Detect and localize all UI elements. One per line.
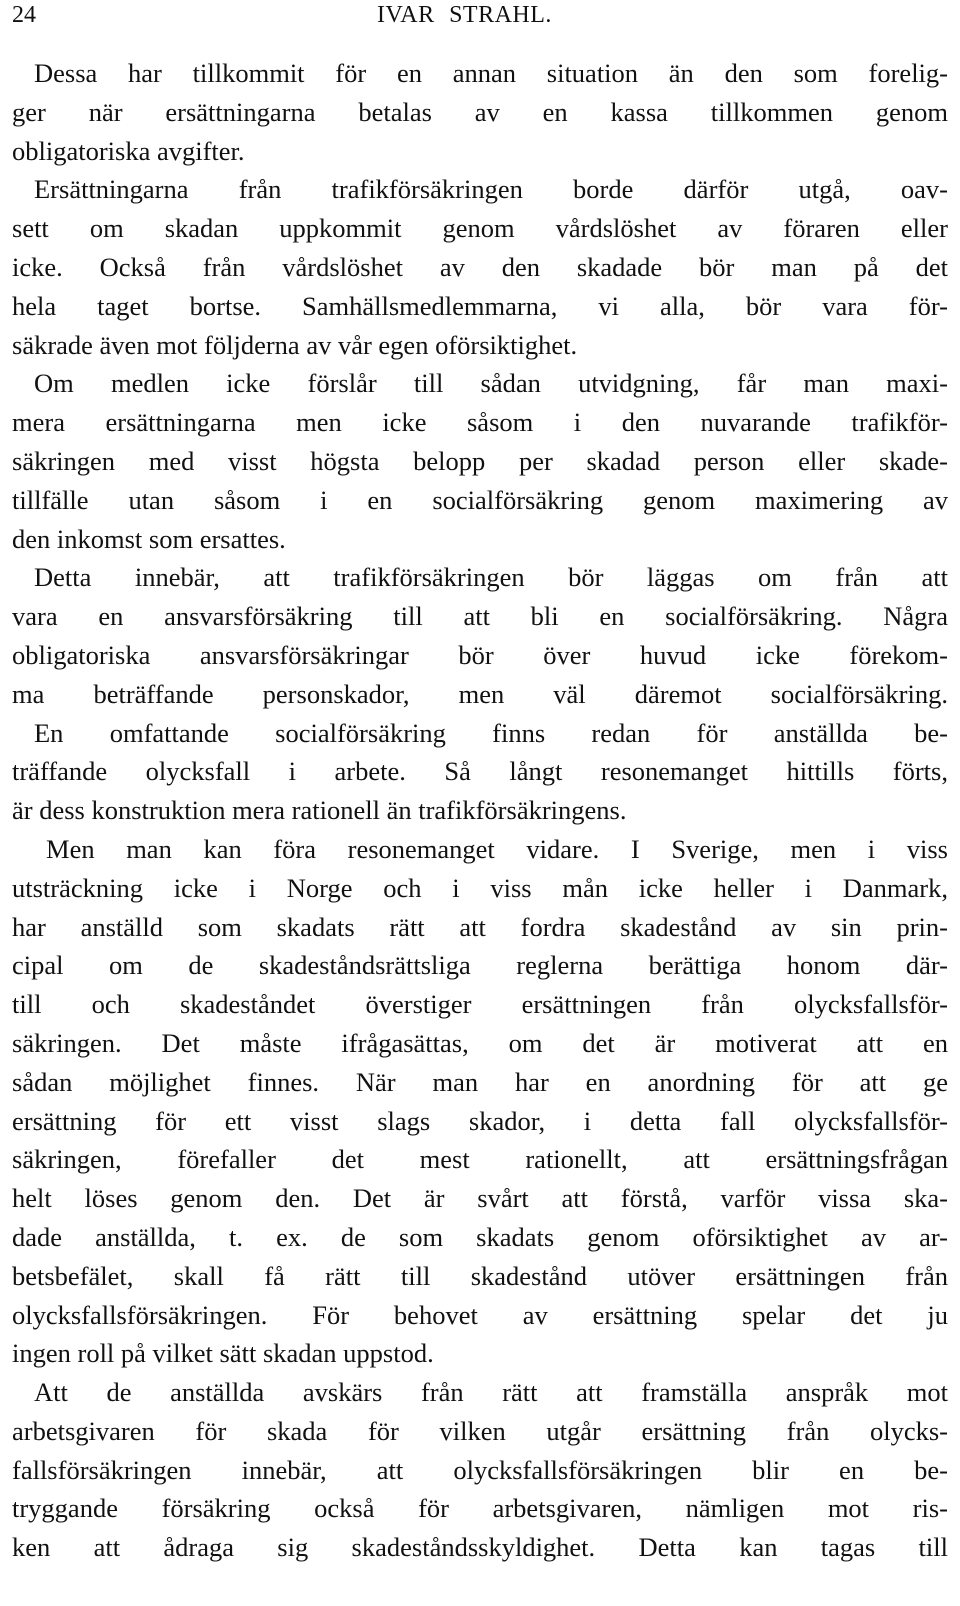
text-line: hela taget bortse. Samhällsmedlemmarna, vi alla, bör vara för- — [12, 290, 948, 321]
text-line: Detta innebär, att trafikförsäkringen bör läggas om från att — [34, 562, 948, 593]
text-line: olycksfallsförsäkringen. För behovet av ersättning spelar det ju — [12, 1299, 948, 1330]
text-line: är dess konstruktion mera rationell än trafikförsäkringens. — [12, 795, 627, 826]
text-line: fallsförsäkringen innebär, att olycksfallsförsäkringen blir en be- — [12, 1454, 948, 1485]
text-line: En omfattande socialförsäkring finns redan för anställda be- — [34, 717, 948, 748]
text-line: tryggande försäkring också för arbetsgivaren, nämligen mot ris- — [12, 1493, 948, 1524]
text-line: betsbefälet, skall få rätt till skadestånd utöver ersättningen från — [12, 1260, 948, 1291]
text-line: ersättning för ett visst slags skador, i detta fall olycksfallsför- — [12, 1105, 948, 1136]
text-line: Men man kan föra resonemanget vidare. I Sverige, men i viss — [46, 833, 948, 864]
text-line: sett om skadan uppkommit genom vårdslöshet av föraren eller — [12, 213, 948, 244]
page-header — [12, 0, 948, 30]
text-line: säkrade även mot följderna av vår egen oförsiktighet. — [12, 329, 578, 360]
text-line: Dessa har tillkommit för en annan situation än den som forelig- — [34, 58, 948, 88]
text-line: Ersättningarna från trafikförsäkringen borde därför utgå, oav- — [34, 174, 948, 205]
text-line: träffande olycksfall i arbete. Så långt resonemanget hittills förts, — [12, 756, 948, 787]
text-line: Om medlen icke förslår till sådan utvidgning, får man maxi- — [34, 368, 948, 399]
text-line: obligatoriska ansvarsförsäkringar bör över huvud icke förekom- — [12, 639, 948, 670]
body-text — [12, 54, 948, 1567]
text-line: helt löses genom den. Det är svårt att förstå, varför vissa ska- — [12, 1183, 948, 1214]
text-line: cipal om de skadeståndsrättsliga reglerna berättiga honom där- — [12, 950, 948, 981]
text-line: ger när ersättningarna betalas av en kassa tillkommen genom — [12, 96, 948, 127]
text-line: har anställd som skadats rätt att fordra skadestånd av sin prin- — [12, 911, 948, 942]
text-line: sådan möjlighet finnes. När man har en anordning för att ge — [12, 1066, 948, 1097]
text-line: den inkomst som ersattes. — [12, 523, 286, 554]
text-line: dade anställda, t. ex. de som skadats genom oförsiktighet av ar- — [12, 1221, 948, 1252]
text-line: Att de anställda avskärs från rätt att framställa anspråk mot — [34, 1377, 948, 1408]
text-line: säkringen, förefaller det mest rationellt, att ersättningsfrågan — [12, 1144, 948, 1175]
text-line: ma beträffande personskador, men väl däremot socialförsäkring. — [12, 678, 948, 709]
text-line: mera ersättningarna men icke såsom i den nuvarande trafikför- — [12, 407, 948, 438]
running-head: IVAR STRAHL. — [377, 2, 552, 28]
text-line: ingen roll på vilket sätt skadan uppstod. — [12, 1338, 434, 1369]
text-line: till och skadeståndet överstiger ersättningen från olycksfallsför- — [12, 989, 948, 1020]
text-line: vara en ansvarsförsäkring till att bli en socialförsäkring. Några — [12, 601, 948, 632]
page-number: 24 — [12, 2, 36, 28]
text-line: tillfälle utan såsom i en socialförsäkring genom maximering av — [12, 484, 948, 515]
document-page — [12, 0, 948, 1567]
text-line: arbetsgivaren för skada för vilken utgår ersättning från olycks- — [12, 1415, 948, 1446]
text-line: ken att ådraga sig skadeståndsskyldighet. Detta kan tagas till — [12, 1532, 948, 1563]
text-line: icke. Också från vårdslöshet av den skadade bör man på det — [12, 251, 948, 282]
text-line: säkringen. Det måste ifrågasättas, om det är motiverat att en — [12, 1027, 948, 1058]
text-line: obligatoriska avgifter. — [12, 135, 245, 166]
text-line: utsträckning icke i Norge och i viss mån icke heller i Danmark, — [12, 872, 948, 903]
text-line: säkringen med visst högsta belopp per skadad person eller skade- — [12, 445, 948, 476]
